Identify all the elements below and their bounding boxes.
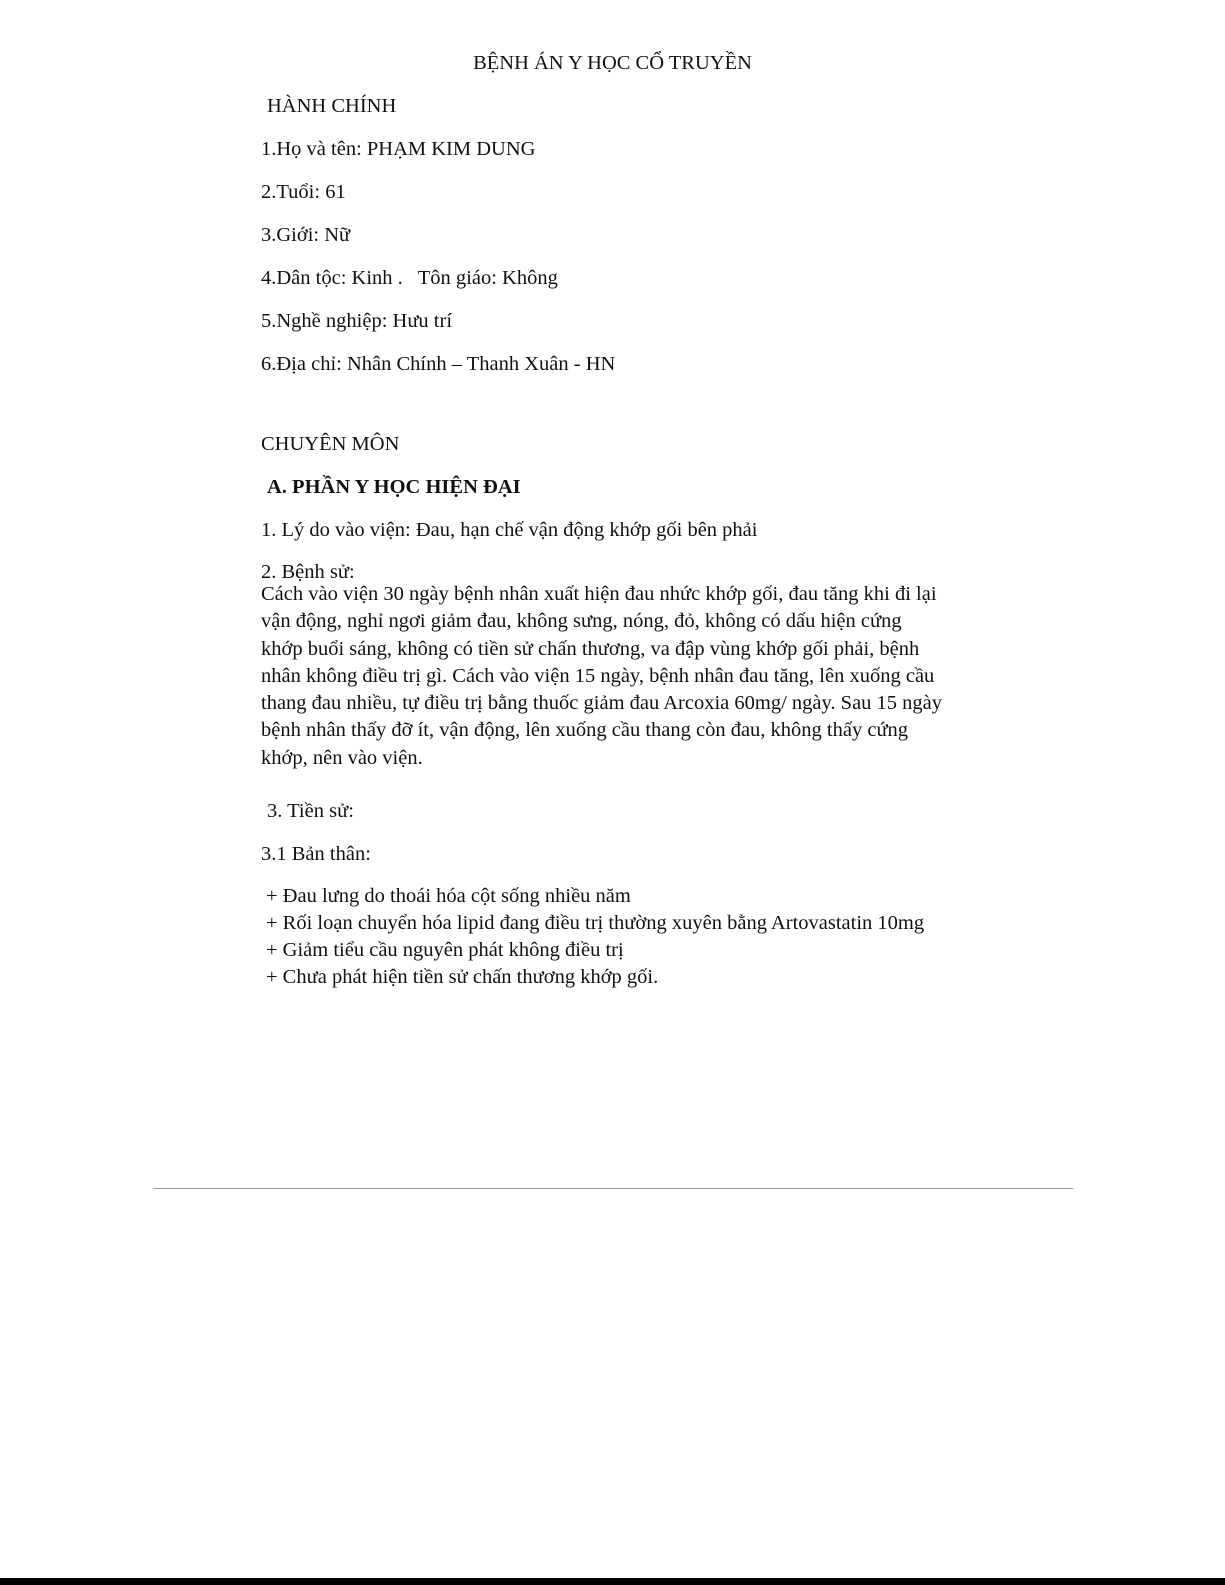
history-line: nhân không điều trị gì. Cách vào viện 15 ngày, bệnh nhân đau tăng, lên xuống cầu bbox=[261, 664, 935, 687]
page-divider bbox=[153, 1188, 1073, 1189]
reason-for-admission: 1. Lý do vào viện: Đau, hạn chế vận động khớp gối bên phải bbox=[261, 519, 758, 541]
history-line: vận động, nghỉ ngơi giảm đau, không sưng, nóng, đỏ, không có dấu hiện cứng bbox=[261, 610, 902, 633]
patient-gender: 3.Giới: Nữ bbox=[261, 224, 351, 246]
past-history-heading: 3. Tiền sử: bbox=[267, 800, 354, 822]
patient-occupation: 5.Nghề nghiệp: Hưu trí bbox=[261, 310, 453, 332]
self-history-item: + Rối loạn chuyển hóa lipid đang điều trị thường xuyên bằng Artovastatin 10mg bbox=[266, 912, 925, 934]
history-heading: 2. Bệnh sử: bbox=[261, 561, 355, 583]
section-a-heading: A. PHẦN Y HỌC HIỆN ĐẠI bbox=[267, 476, 521, 498]
admin-heading: HÀNH CHÍNH bbox=[267, 95, 397, 117]
history-line: thang đau nhiều, tự điều trị bằng thuốc giảm đau Arcoxia 60mg/ ngày. Sau 15 ngày bbox=[261, 692, 943, 715]
bottom-edge-bar bbox=[0, 1578, 1225, 1585]
patient-age: 2.Tuổi: 61 bbox=[261, 181, 346, 203]
history-line: Cách vào viện 30 ngày bệnh nhân xuất hiện đau nhức khớp gối, đau tăng khi đi lại bbox=[261, 583, 937, 605]
self-history-item: + Chưa phát hiện tiền sử chấn thương khớp gối. bbox=[266, 966, 659, 988]
patient-address: 6.Địa chỉ: Nhân Chính – Thanh Xuân - HN bbox=[261, 353, 616, 375]
document-title: BỆNH ÁN Y HỌC CỔ TRUYỀN bbox=[473, 52, 752, 74]
history-line: bệnh nhân thấy đỡ ít, vận động, lên xuống cầu thang còn đau, không thấy cứng bbox=[261, 719, 909, 742]
patient-name: 1.Họ và tên: PHẠM KIM DUNG bbox=[261, 138, 536, 160]
history-paragraph bbox=[261, 581, 981, 772]
specialty-heading: CHUYÊN MÔN bbox=[261, 433, 400, 455]
self-history-item: + Đau lưng do thoái hóa cột sống nhiều năm bbox=[266, 885, 631, 907]
history-line: khớp buổi sáng, không có tiền sử chấn thương, va đập vùng khớp gối phải, bệnh bbox=[261, 637, 920, 660]
patient-ethnicity-religion: 4.Dân tộc: Kinh . Tôn giáo: Không bbox=[261, 267, 558, 289]
self-history-heading: 3.1 Bản thân: bbox=[261, 843, 371, 865]
history-line: khớp, nên vào viện. bbox=[261, 746, 423, 769]
self-history-item: + Giảm tiểu cầu nguyên phát không điều trị bbox=[266, 939, 624, 961]
